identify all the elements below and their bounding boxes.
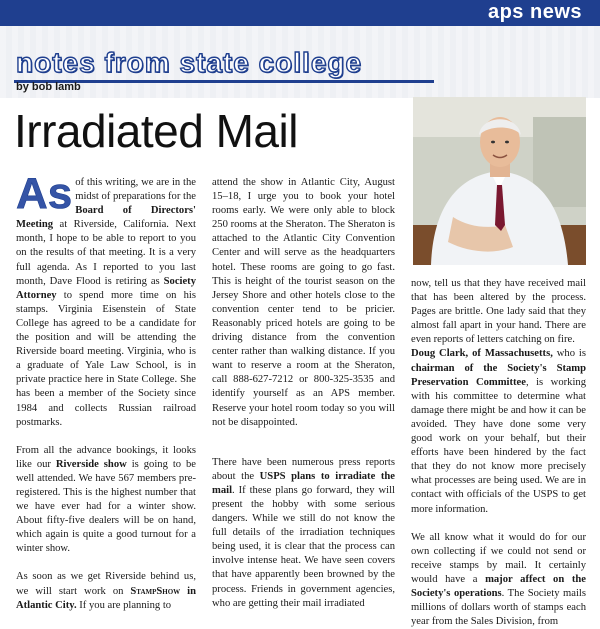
paragraph [411,347,586,516]
text-run: is going to be well attended. We have 567 members pre-registered. This is the highest number that we have ever had for a winter show. About fifty-five dealers will be on hand, which again is quite a good turnout for a winter show. [16,458,196,555]
bold-text: in Atlantic City. [16,585,196,611]
article-column-3 [411,277,586,629]
bold-text: Riverside show [55,458,127,470]
paragraph: attend the show in Atlantic City, August 15–18, I urge you to book your hotel rooms early. We were only able to block 250 rooms at the Sheraton. The Sheraton is attached to the Atlantic City Convention Center and will serve as the headquarters hotel. These rooms are going to go fast. This is height of the tourist season on the Jersey Shore and other hotels close to the convention center tend to be pricier. Reasonably priced hotels are going to be driving distance from the convention center rather than walking distance. If you want to reserve a room at the Sheraton, call 888-627-7212 or 800-325-3535 and identify yourself as an APS member. Reserve your hotel room today so you will not be disappointed. [212,177,395,428]
text-run: . The Society mails millions of dollars worth of stamps each year from the Sales Division, from [411,587,587,628]
paragraph: now, tell us that they have received mail that has been altered by the process. Pages are brittle. One lady said that they almost fall apart in your hand. There are even reports of letters catching on fire. [411,278,586,346]
paragraph [212,456,395,611]
bold-text: Society Attorney [16,275,196,301]
bold-text: Doug Clark, of Massachusetts, [411,348,553,360]
author-photo [413,97,586,265]
article-headline: Irradiated Mail [14,105,298,157]
bold-text: chairman of the Society's Stamp Preservation Committee [411,362,586,388]
paragraph [411,531,586,629]
article-column-2 [212,176,395,611]
text-run: . If these plans go forward, they will present the hobby with some serious dangers. While we still do not know the full details of the irradiation techniques being used, it is clear that the process can involve intense heat. We have seen covers that have apparently been browned by the process. Friends in government agencies, who are getting their mail irradiated [212,484,395,609]
paragraph [16,570,196,612]
paragraph [16,169,196,430]
section-header-bar [0,0,600,26]
drop-cap: As [16,169,73,218]
paragraph [16,444,196,557]
bold-text: StampShow [130,585,181,597]
text-run: If you are planning to [76,599,172,611]
bold-text: major affect on the Society's operations [411,573,586,599]
text-run: at Riverside, California. Next month, I hope to be able to report to you on the results of that meeting. It is a very full agenda. As I reported to you last month, Dave Flood is retiring as [16,219,196,287]
text-run: who is [552,348,587,360]
byline: by bob lamb [16,81,81,93]
text-run: As soon as we get Riverside behind us, we will start work on [16,571,196,597]
section-label: aps news [487,1,582,23]
bold-text: Board of Directors' Meeting [16,205,196,231]
bold-text: USPS plans to irradiate the mail [212,470,395,496]
text-run: of this writing, we are in the midst of preparations for the [75,177,196,203]
text-run: , is working with his committee to determine what damage there might be and how it can be avoided. They have done some very good work on your behalf, but their efforts have been hindered by the fact that they do not know more precisely what processes are being used. We are in contact with officials of the USPS to get more information. [411,376,586,515]
article-column-1 [16,169,196,613]
text-run: to spend more time on his stamps. Virginia Eisenstein of State College has agreed to be a candidate for the position and will be attending the Riverside board meeting. Virginia, who is a graduate of Yale Law School, is in private practice here in State College. She has been a member of the Society since 1984 and collects Russian railroad postmarks. [16,289,196,428]
text-run: We all know what it would do for our own collecting if we could not send or receive stamps by mail. It certainly would have a [411,531,586,585]
column-title: notes from state college [16,47,363,78]
author-photo-illustration [413,97,586,265]
text-run: There have been numerous press reports about the [212,456,395,482]
text-run: From all the advance bookings, it looks like our [16,444,196,470]
